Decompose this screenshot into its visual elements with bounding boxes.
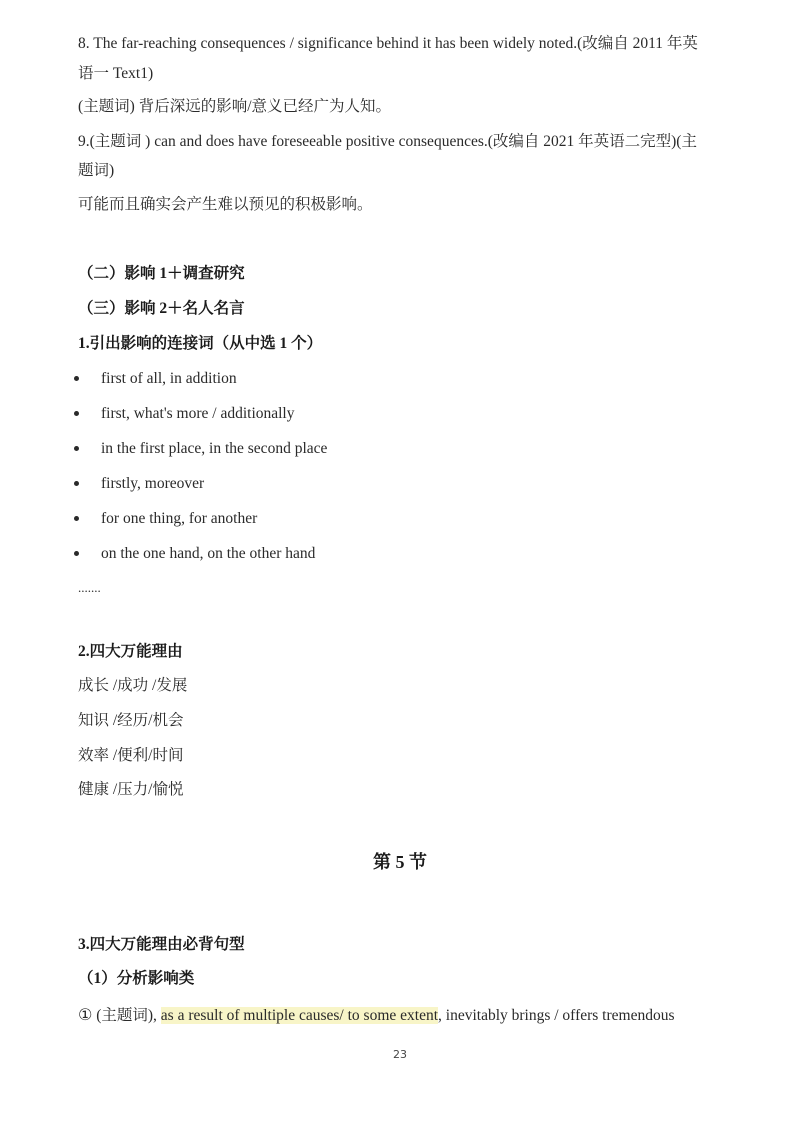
- bullet-icon: [74, 551, 79, 556]
- page-number: 23: [393, 1048, 407, 1061]
- pattern-sentence-part-2: , inevitably brings / offers tremendous: [438, 1007, 675, 1024]
- reason-item: 效率 /便利/时间: [78, 747, 184, 764]
- sentence-9-line-1: 9.(主题词 ) can and does have foreseeable positive consequences.(改编自 2021 年英语二完型)(主: [78, 133, 697, 150]
- reason-item: 知识 /经历/机会: [78, 712, 184, 729]
- list-item: [74, 509, 257, 529]
- sentence-8-line-2: 语一 Text1): [78, 65, 154, 82]
- bullet-icon: [74, 376, 79, 381]
- sentence-8-line-1: 8. The far-reaching consequences / significance behind it has been widely noted.(改编自 2011 年英: [78, 35, 698, 52]
- sentence-9-translation: 可能而且确实会产生难以预见的积极影响。: [78, 196, 373, 213]
- list-item: [74, 369, 237, 389]
- list-item: [74, 544, 315, 564]
- bullet-icon: [74, 446, 79, 451]
- bullet-icon: [74, 516, 79, 521]
- pattern-sentence-part-1: (主题词),: [92, 1007, 161, 1024]
- list-item: [74, 439, 327, 459]
- list-item: [74, 404, 295, 424]
- patterns-subheading: （1）分析影响类: [78, 970, 195, 987]
- subheading-impact-1: （二）影响 1＋调查研究: [78, 265, 245, 282]
- reasons-heading: 2.四大万能理由: [78, 643, 183, 660]
- subheading-impact-2: （三）影响 2＋名人名言: [78, 300, 245, 317]
- section-title: 第 5 节: [373, 852, 427, 872]
- list-item-text: first of all, in addition: [101, 370, 237, 387]
- bullet-icon: [74, 481, 79, 486]
- list-item-text: first, what's more / additionally: [101, 405, 295, 422]
- circled-number: ①: [78, 1005, 93, 1024]
- patterns-heading: 3.四大万能理由必背句型: [78, 936, 245, 953]
- pattern-sentence-1: [78, 1005, 675, 1026]
- connectors-ellipsis: .......: [78, 580, 101, 595]
- sentence-9-line-2: 题词): [78, 162, 115, 179]
- reason-item: 成长 /成功 /发展: [78, 677, 188, 694]
- reason-item: 健康 /压力/愉悦: [78, 781, 184, 798]
- bullet-icon: [74, 411, 79, 416]
- highlighted-phrase: as a result of multiple causes/ to some extent: [160, 1007, 439, 1024]
- list-item-text: firstly, moreover: [101, 475, 205, 492]
- connectors-heading: 1.引出影响的连接词（从中选 1 个）: [78, 335, 323, 352]
- list-item-text: for one thing, for another: [101, 510, 258, 527]
- sentence-8-translation: (主题词) 背后深远的影响/意义已经广为人知。: [78, 98, 392, 115]
- list-item-text: in the first place, in the second place: [101, 440, 328, 457]
- list-item: [74, 474, 204, 494]
- list-item-text: on the one hand, on the other hand: [101, 545, 316, 562]
